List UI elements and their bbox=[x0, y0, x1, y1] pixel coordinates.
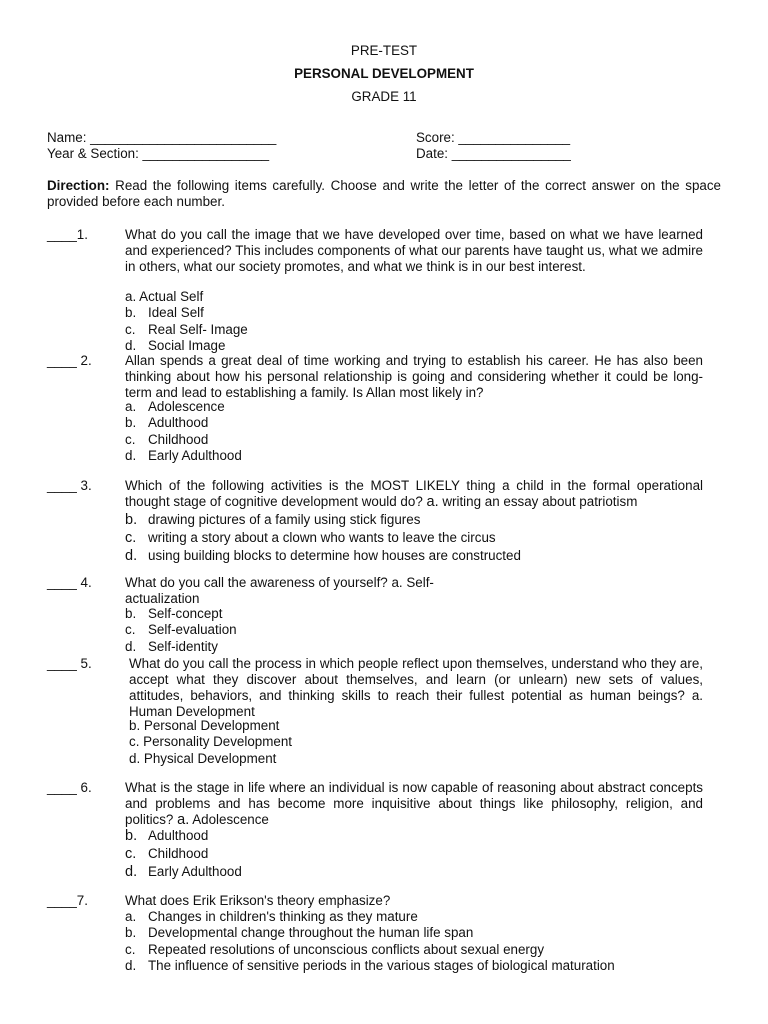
option-a: a. Actual Self bbox=[125, 289, 204, 304]
options bbox=[125, 718, 292, 767]
option-d: d. Social Image bbox=[125, 338, 226, 354]
question-number: ____ 6. bbox=[47, 780, 92, 795]
option-a: a. Changes in children's thinking as they mature bbox=[125, 909, 418, 924]
option-a: a. Adolescence bbox=[125, 399, 225, 414]
question-text: What does Erik Erikson's theory emphasize? bbox=[125, 893, 391, 908]
year-section-field: Year & Section: _________________ bbox=[47, 146, 270, 161]
question-number: ____ 4. bbox=[47, 575, 92, 590]
subject-title: PERSONAL DEVELOPMENT bbox=[294, 66, 474, 81]
option-d: d. using building blocks to determine how houses are constructed bbox=[125, 548, 521, 564]
question-number: ____ 5. bbox=[47, 656, 92, 671]
question-number: ____ 2. bbox=[47, 353, 92, 368]
options bbox=[125, 289, 248, 355]
option-b: b. Self-concept bbox=[125, 606, 223, 621]
option-b: b. Developmental change throughout the human life span bbox=[125, 925, 474, 941]
inline-option-letter: a. bbox=[177, 812, 190, 828]
option-c: c. Childhood bbox=[125, 431, 209, 447]
option-c: c. Repeated resolutions of unconscious conflicts about sexual energy bbox=[125, 941, 545, 957]
date-field: Date: ________________ bbox=[416, 146, 571, 161]
name-field: Name: _________________________ bbox=[47, 130, 277, 145]
option-b: b. Ideal Self bbox=[125, 305, 204, 321]
option-b: b. Adulthood bbox=[125, 415, 209, 431]
question-text: Which of the following activities is the MOST LIKELY thing a child in the formal operational thought stage of cognitive development would do? a. writing an essay about patriotism bbox=[125, 478, 703, 510]
option-c: c. writing a story about a clown who wants to leave the circus bbox=[125, 530, 496, 546]
option-d: d. Early Adulthood bbox=[125, 448, 242, 464]
options bbox=[125, 909, 615, 975]
option-d: d. Self-identity bbox=[125, 638, 218, 654]
question-number: ____1. bbox=[47, 227, 88, 242]
options bbox=[125, 399, 242, 465]
option-b: b. drawing pictures of a family using stick figures bbox=[125, 512, 421, 528]
direction-label: Direction: bbox=[47, 178, 110, 193]
question-text: Allan spends a great deal of time working and trying to establish his career. He has also been thinking about how his personal relationship is going and considering whether it could be long-term and lead to establishing a family. Is Allan most likely in? bbox=[125, 353, 703, 400]
score-field: Score: _______________ bbox=[416, 130, 571, 145]
question-text: What do you call the process in which people reflect upon themselves, understand who they are, accept what they discover about themselves, and learn (or unlearn) new sets of values, attitudes, behaviors, and thinking skills to reach their fullest potential as human beings? a. Human Development bbox=[129, 656, 703, 719]
options bbox=[125, 511, 521, 565]
question-number: ____ 3. bbox=[47, 478, 92, 493]
inline-option-text: writing an essay about patriotism bbox=[442, 494, 638, 509]
inline-option-text: Adolescence bbox=[192, 812, 269, 827]
question-text: What do you call the image that we have developed over time, based on what we have learned and experienced? This includes components of what our parents have taught us, what we admire in others, what our society promotes, and what we think is in our best interest. bbox=[125, 227, 703, 274]
question-text: What is the stage in life where an individual is now capable of reasoning about abstract concepts and problems and has become more inquisitive about things like philosophy, religion, and politics? a. Adolescence bbox=[125, 780, 703, 828]
option-d: d. Physical Development bbox=[129, 750, 277, 766]
direction-text: Read the following items carefully. Choose and write the letter of the correct answer on the space provided before each number. bbox=[47, 178, 721, 209]
option-d: d. Early Adulthood bbox=[125, 864, 242, 880]
option-b: b. Personal Development bbox=[129, 718, 280, 733]
option-c: c. Real Self- Image bbox=[125, 321, 248, 337]
question-text: What do you call the awareness of yourself? a. Self- actualization bbox=[125, 575, 434, 606]
inline-option-letter: a. bbox=[426, 494, 439, 510]
option-c: c. Personality Development bbox=[129, 734, 293, 750]
directions bbox=[47, 178, 721, 210]
options bbox=[125, 606, 237, 655]
option-c: c. Childhood bbox=[125, 846, 209, 862]
options bbox=[125, 827, 242, 881]
option-d: d. The influence of sensitive periods in the various stages of biological maturation bbox=[125, 958, 615, 974]
option-c: c. Self-evaluation bbox=[125, 622, 237, 638]
question-number: ____7. bbox=[47, 893, 88, 908]
grade-label: GRADE 11 bbox=[351, 89, 417, 104]
option-b: b. Adulthood bbox=[125, 828, 209, 844]
test-title: PRE-TEST bbox=[350, 43, 418, 58]
